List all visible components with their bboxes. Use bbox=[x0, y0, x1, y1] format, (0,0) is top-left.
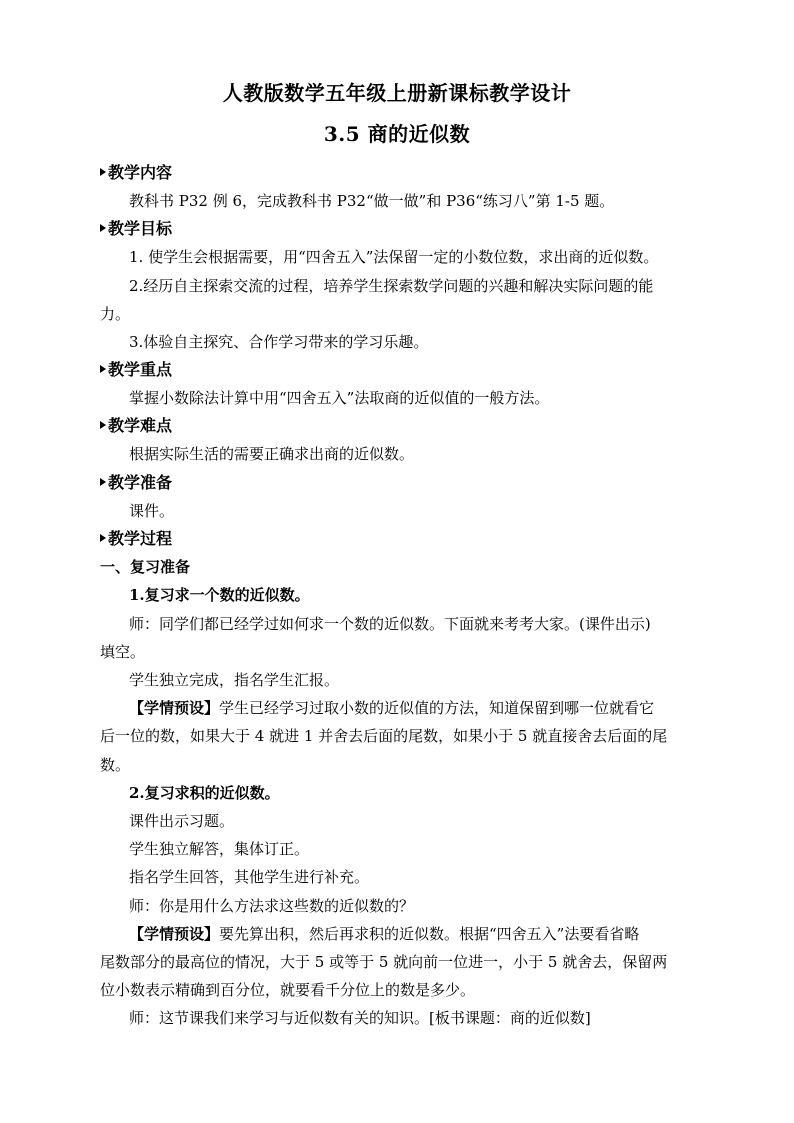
review-1-line-a: 师：同学们都已经学过如何求一个数的近似数。下面就来考考大家。(课件出示) bbox=[129, 615, 651, 633]
note-tag: 【学情预设】 bbox=[129, 699, 220, 717]
lesson-title: 3.5 商的近似数 bbox=[323, 122, 471, 146]
bullet-arrow-icon bbox=[100, 421, 106, 429]
content-text: 教科书 P32 例 6，完成教科书 P32“做一做”和 P36“练习八”第 1-5 题。 bbox=[129, 192, 615, 210]
review-2-line-a: 课件出示习题。 bbox=[129, 812, 235, 830]
section-heading-goals: 教学目标 bbox=[100, 219, 172, 239]
review-2-line-e: 师：这节课我们来学习与近似数有关的知识。[板书课题：商的近似数] bbox=[129, 1009, 591, 1027]
review-1-line-c: 学生独立完成，指名学生汇报。 bbox=[129, 671, 340, 689]
goal-2-line2: 力。 bbox=[100, 305, 131, 323]
review-2-line-c: 指名学生回答，其他学生进行补充。 bbox=[129, 868, 370, 886]
review-2-line-b: 学生独立解答，集体订正。 bbox=[129, 840, 310, 858]
review-1-note-line3: 数。 bbox=[100, 756, 131, 774]
section-heading-content: 教学内容 bbox=[100, 163, 172, 183]
preparation-text: 课件。 bbox=[129, 502, 175, 520]
bullet-arrow-icon bbox=[100, 365, 106, 373]
review-2-note-line2: 尾数部分的最高位的情况，大于 5 或等于 5 就向前一位进一，小于 5 就舍去，保留两 bbox=[100, 953, 668, 971]
review-1-note-line1: 【学情预设】学生已经学习过取小数的近似值的方法，知道保留到哪一位就看它 bbox=[129, 699, 655, 717]
review-1-note-line2: 后一位的数，如果大于 4 就进 1 并舍去后面的尾数，如果小于 5 就直接舍去后面的尾 bbox=[100, 727, 668, 745]
review-1-line-b: 填空。 bbox=[100, 643, 146, 661]
review-2-note-line1: 【学情预设】要先算出积，然后再求积的近似数。根据“四舍五入”法要看省略 bbox=[129, 925, 640, 943]
section-heading-preparation: 教学准备 bbox=[100, 473, 172, 493]
bullet-arrow-icon bbox=[100, 224, 106, 232]
review-1-title: 1.复习求一个数的近似数。 bbox=[129, 586, 310, 604]
note-tag: 【学情预设】 bbox=[129, 925, 220, 943]
goal-3: 3.体验自主探究、合作学习带来的学习乐趣。 bbox=[129, 333, 429, 351]
section-heading-difficulty: 教学难点 bbox=[100, 416, 172, 436]
goal-2-line1: 2.经历自主探索交流的过程，培养学生探索数学问题的兴趣和解决实际问题的能 bbox=[129, 277, 654, 295]
goal-1: 1. 使学生会根据需要，用“四舍五入”法保留一定的小数位数，求出商的近似数。 bbox=[129, 248, 659, 266]
review-2-line-d: 师：你是用什么方法求这些数的近似数的？ bbox=[129, 897, 415, 915]
bullet-arrow-icon bbox=[100, 168, 106, 176]
review-2-title: 2.复习求积的近似数。 bbox=[129, 784, 280, 802]
difficulty-text: 根据实际生活的需要正确求出商的近似数。 bbox=[129, 445, 415, 463]
document-title: 人教版数学五年级上册新课标教学设计 bbox=[222, 81, 572, 105]
section-heading-key: 教学重点 bbox=[100, 360, 172, 380]
key-text: 掌握小数除法计算中用“四舍五入”法取商的近似值的一般方法。 bbox=[129, 389, 550, 407]
section-heading-process: 教学过程 bbox=[100, 529, 172, 549]
part-1-heading: 一、复习准备 bbox=[100, 558, 191, 576]
bullet-arrow-icon bbox=[100, 534, 106, 542]
review-2-note-line3: 位小数表示精确到百分位，就要看千分位上的数是多少。 bbox=[100, 981, 476, 999]
bullet-arrow-icon bbox=[100, 478, 106, 486]
